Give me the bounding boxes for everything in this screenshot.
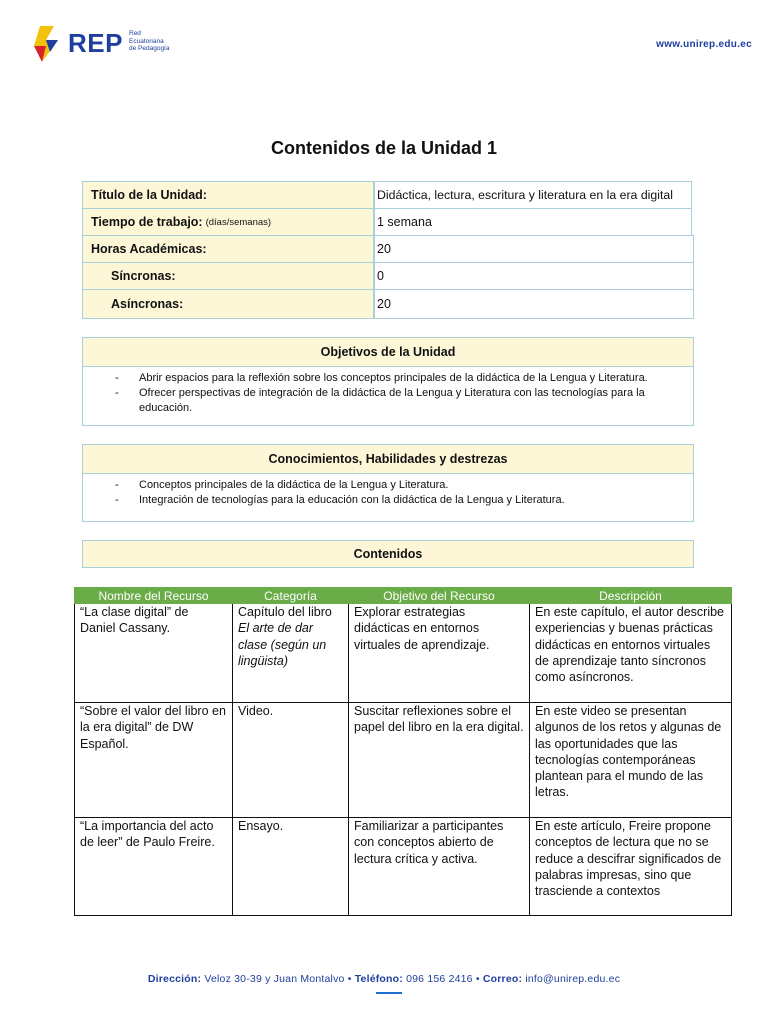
list-item: - Conceptos principales de la didáctica de la Lengua y Literatura. <box>139 478 683 493</box>
footer-divider <box>376 992 402 994</box>
objetivos-list <box>83 367 693 422</box>
list-item: - Ofrecer perspectivas de integración de la didáctica de la Lengua y Literatura con las tecnologías para la educación. <box>139 386 683 416</box>
header-objetivo: Objetivo del Recurso <box>349 588 530 604</box>
cell-objetivo: Explorar estrategias didácticas en entornos virtuales de aprendizaje. <box>349 604 530 703</box>
horas-value: 20 <box>374 235 694 263</box>
titulo-label: Título de la Unidad: <box>82 181 374 209</box>
page-header <box>32 22 752 68</box>
conocimientos-heading: Conocimientos, Habilidades y destrezas <box>83 445 693 474</box>
asincronas-value: 20 <box>374 289 694 319</box>
conocimientos-list <box>83 474 693 514</box>
horas-label: Horas Académicas: <box>82 235 374 263</box>
header-url[interactable]: www.unirep.edu.ec <box>656 39 752 50</box>
cell-categoria: Capítulo del libro El arte de dar clase (según un lingüista) <box>233 604 349 703</box>
tiempo-label: Tiempo de trabajo: (días/semanas) <box>82 208 374 236</box>
table-header-row <box>75 588 732 604</box>
objetivos-heading: Objetivos de la Unidad <box>83 338 693 367</box>
cell-descripcion: En este capítulo, el autor describe experiencias y buenas prácticas didácticas en entornos virtuales de aprendizaje tanto síncronos como asíncronos. <box>530 604 732 703</box>
contenidos-heading: Contenidos <box>83 541 693 567</box>
table-row <box>75 818 732 916</box>
cell-descripcion: En este artículo, Freire propone conceptos de lectura que no se reduce a descifrar significados de palabras impresas, sino que trasciende a contextos <box>530 818 732 916</box>
sincronas-value: 0 <box>374 262 694 290</box>
table-row <box>75 703 732 818</box>
rep-logo-icon <box>32 24 66 64</box>
titulo-value: Didáctica, lectura, escritura y literatura en la era digital <box>374 181 692 209</box>
cell-nombre: “La clase digital” de Daniel Cassany. <box>75 604 233 703</box>
objetivos-section <box>82 337 694 426</box>
header-descripcion: Descripción <box>530 588 732 604</box>
cell-objetivo: Familiarizar a participantes con conceptos abierto de lectura crítica y activa. <box>349 818 530 916</box>
contenidos-section <box>82 540 694 568</box>
list-item: - Integración de tecnologías para la educación con la didáctica de la Lengua y Literatura. <box>139 493 683 508</box>
header-nombre: Nombre del Recurso <box>75 588 233 604</box>
cell-objetivo: Suscitar reflexiones sobre el papel del libro en la era digital. <box>349 703 530 818</box>
cell-descripcion: En este video se presentan algunos de los retos y algunas de las oportunidades que las tecnologías contemporáneas plantean para el mundo de las letras. <box>530 703 732 818</box>
cell-categoria: Video. <box>233 703 349 818</box>
cell-nombre: “Sobre el valor del libro en la era digital” de DW Español. <box>75 703 233 818</box>
footer-email[interactable]: info@unirep.edu.ec <box>525 973 621 985</box>
page-footer: Dirección: Veloz 30-39 y Juan Montalvo • Teléfono: 096 156 2416 • Correo: info@unirep.edu.ec <box>147 973 621 985</box>
tiempo-value: 1 semana <box>374 208 692 236</box>
page-title: Contenidos de la Unidad 1 <box>270 138 498 158</box>
cell-categoria: Ensayo. <box>233 818 349 916</box>
table-row <box>75 604 732 703</box>
logo-subtitle: Red Ecuatoriana de Pedagogía <box>129 30 170 52</box>
sincronas-label: Síncronas: <box>82 262 374 290</box>
header-categoria: Categoría <box>233 588 349 604</box>
cell-nombre: “La importancia del acto de leer” de Paulo Freire. <box>75 818 233 916</box>
rep-logo <box>32 22 192 68</box>
list-item: - Abrir espacios para la reflexión sobre los conceptos principales de la didáctica de la Lengua y Literatura. <box>139 371 683 386</box>
logo-text: REP <box>68 28 123 58</box>
conocimientos-section <box>82 444 694 522</box>
resources-table <box>74 587 732 916</box>
asincronas-label: Asíncronas: <box>82 289 374 319</box>
